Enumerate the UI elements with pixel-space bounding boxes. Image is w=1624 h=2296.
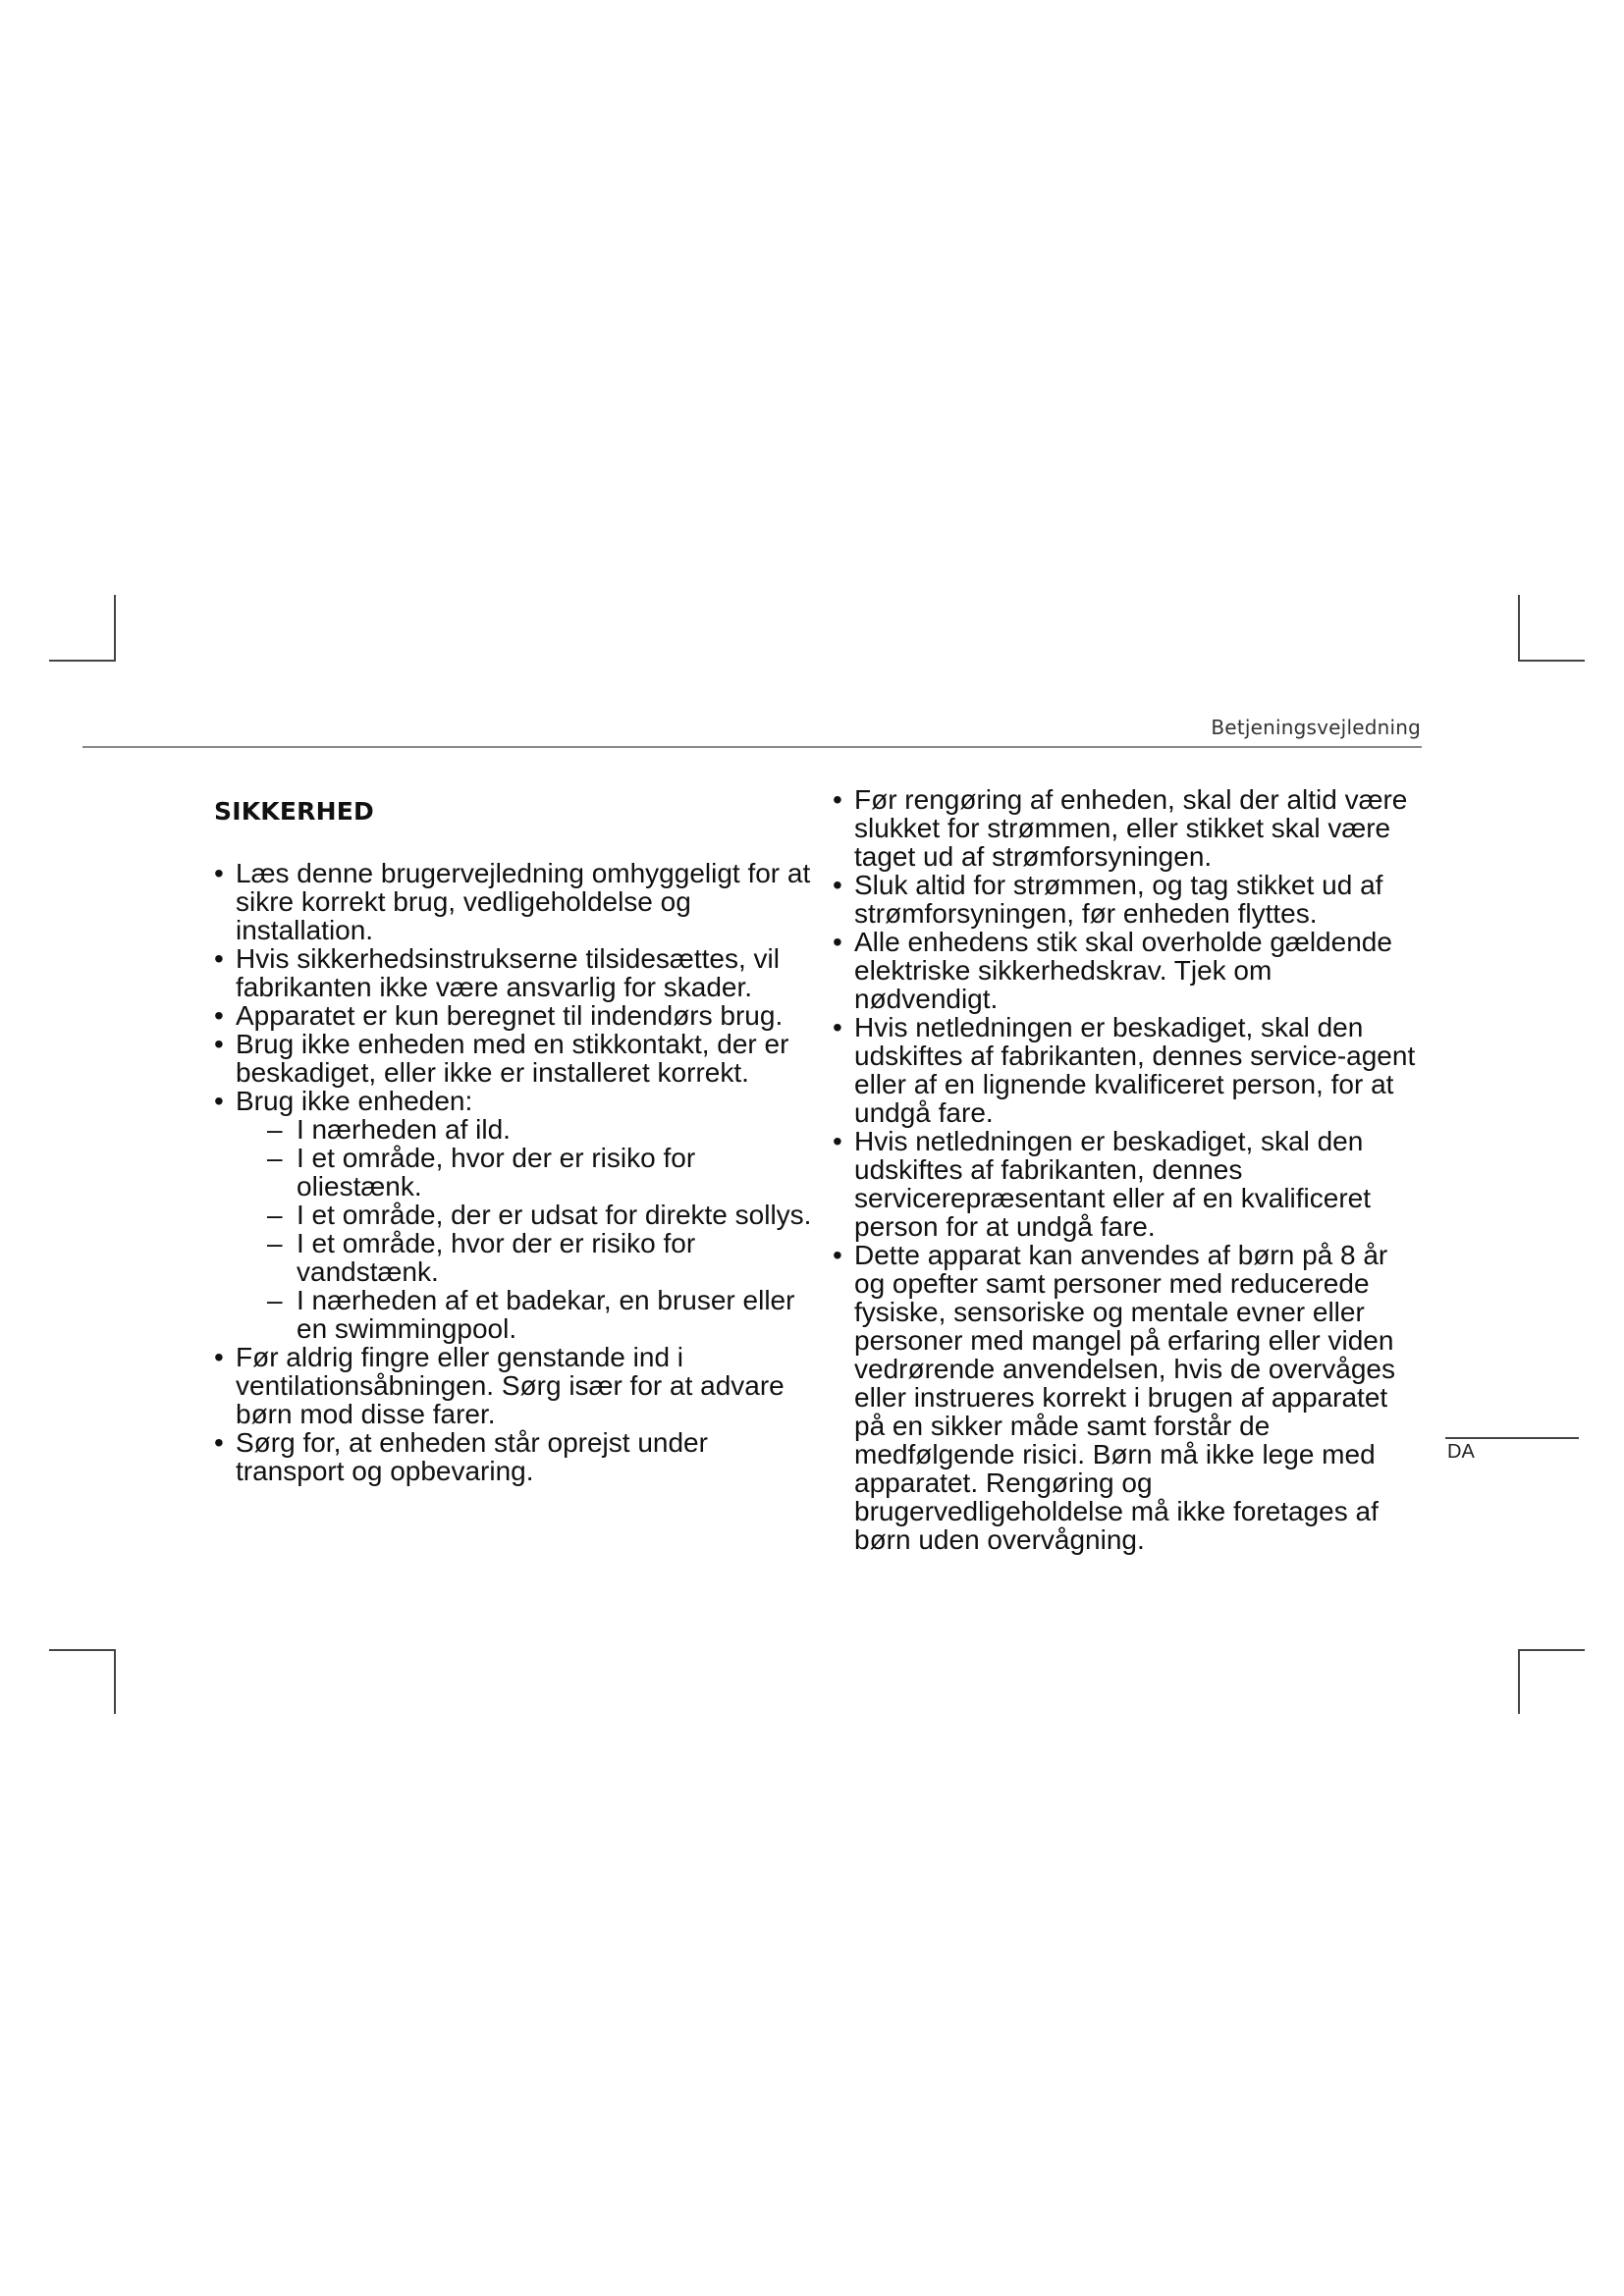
left-column [214, 785, 823, 1485]
crop-mark-bottom-right-vertical [1518, 1649, 1520, 1714]
section-title: SIKKERHED [214, 797, 374, 826]
list-item: • Apparatet er kun beregnet til indendørs brug. [214, 1001, 823, 1030]
crop-mark-top-right-vertical [1518, 595, 1520, 660]
list-item: • Hvis sikkerhedsinstrukserne tilsidesættes, vil fabrikanten ikke være ansvarlig for skader. [214, 944, 823, 1001]
sub-list-item: – I et område, der er udsat for direkte sollys. [267, 1201, 823, 1229]
language-code: DA [1447, 1441, 1475, 1463]
list-item: • Sluk altid for strømmen, og tag stikket ud af strømforsyningen, før enheden flyttes. [833, 871, 1422, 928]
safety-list-left [214, 859, 823, 1485]
sub-list-item: – I nærheden af et badekar, en bruser eller en swimmingpool. [267, 1286, 823, 1343]
crop-mark-bottom-left-horizontal [49, 1649, 116, 1651]
list-item: • Før rengøring af enheden, skal der altid være slukket for strømmen, eller stikket skal være taget ud af strømforsyningen. [833, 785, 1422, 871]
crop-mark-bottom-right-horizontal [1518, 1649, 1585, 1651]
sub-list-item: – I et område, hvor der er risiko for vandstænk. [267, 1229, 823, 1286]
list-item: • Brug ikke enheden med en stikkontakt, der er beskadiget, eller ikke er installeret korrekt. [214, 1030, 823, 1087]
list-item [214, 1087, 823, 1343]
sub-list [236, 1115, 823, 1343]
list-item: • Hvis netledningen er beskadiget, skal den udskiftes af fabrikanten, dennes servicerepræsentant eller af en kvalificeret person for at undgå fare. [833, 1127, 1422, 1241]
list-item: • Alle enhedens stik skal overholde gældende elektriske sikkerhedskrav. Tjek om nødvendigt. [833, 928, 1422, 1013]
list-item: • Dette apparat kan anvendes af børn på 8 år og opefter samt personer med reducerede fysiske, sensoriske og mentale evner eller personer med mangel på erfaring eller viden vedrørende anvendelsen, hvis de overvåges eller instrueres korrekt i brugen af apparatet på en sikker måde samt forstår de medfølgende risici. Børn må ikke lege med apparatet. Rengøring og brugervedligeholdelse må ikke foretages af børn uden overvågning. [833, 1241, 1422, 1554]
list-item-text: Brug ikke enheden: [236, 1086, 473, 1116]
sub-list-item: – I nærheden af ild. [267, 1115, 823, 1144]
list-item: • Læs denne brugervejledning omhyggeligt for at sikre korrekt brug, vedligeholdelse og installation. [214, 859, 823, 944]
right-column [833, 785, 1422, 1554]
crop-mark-top-right-horizontal [1518, 660, 1585, 662]
list-item: • Hvis netledningen er beskadiget, skal den udskiftes af fabrikanten, dennes service-agent eller af en lignende kvalificeret person, for at undgå fare. [833, 1013, 1422, 1127]
sub-list-item: – I et område, hvor der er risiko for oliestænk. [267, 1144, 823, 1201]
header-divider [82, 746, 1422, 748]
safety-list-right [833, 785, 1422, 1554]
list-item: • Før aldrig fingre eller genstande ind i ventilationsåbningen. Sørg især for at advare børn mod disse farer. [214, 1343, 823, 1428]
crop-mark-bottom-left-vertical [114, 1649, 116, 1714]
language-tab-rule [1445, 1437, 1579, 1439]
crop-mark-top-left-vertical [114, 595, 116, 660]
crop-mark-top-left-horizontal [49, 660, 116, 662]
list-item: • Sørg for, at enheden står oprejst under transport og opbevaring. [214, 1428, 823, 1485]
running-header-label: Betjeningsvejledning [1211, 716, 1421, 739]
